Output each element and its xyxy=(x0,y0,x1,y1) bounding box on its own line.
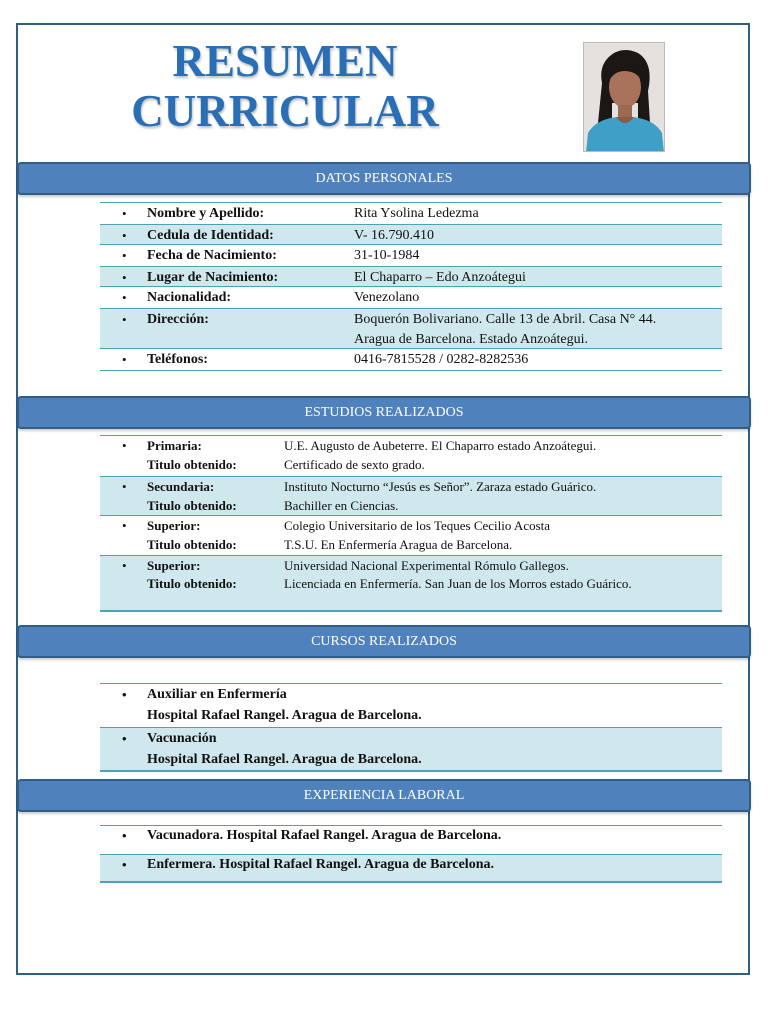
personal-row-nationality xyxy=(100,287,722,308)
course-place: Hospital Rafael Rangel. Aragua de Barcelona. xyxy=(147,752,422,767)
field-value: Venezolano xyxy=(354,290,420,305)
section-header-courses: CURSOS REALIZADOS xyxy=(17,625,751,658)
bullet: • xyxy=(122,248,127,263)
studies-table xyxy=(100,435,722,612)
field-value: Rita Ysolina Ledezma xyxy=(354,206,479,221)
study-institution: U.E. Augusto de Aubeterre. El Chaparro estado Anzoátegui. xyxy=(284,438,597,453)
field-label: Cedula de Identidad: xyxy=(147,228,274,243)
degree-value: Licenciada en Enfermería. San Juan de los Morros estado Guárico. xyxy=(284,576,632,591)
portrait-image xyxy=(584,43,665,152)
study-row-superior-2 xyxy=(100,555,722,611)
field-value: El Chaparro – Edo Anzoátegui xyxy=(354,270,526,285)
course-name: Vacunación xyxy=(147,731,217,746)
title-line-2: CURRICULAR xyxy=(131,86,439,136)
page-title xyxy=(115,36,455,136)
courses-table xyxy=(100,683,722,772)
degree-label: Titulo obtenido: xyxy=(147,498,237,513)
study-level-label: Primaria: xyxy=(147,438,202,453)
personal-row-birthplace xyxy=(100,266,722,287)
study-institution: Universidad Nacional Experimental Rómulo Gallegos. xyxy=(284,558,569,573)
bullet: • xyxy=(122,270,127,285)
personal-row-name xyxy=(100,203,722,224)
degree-label: Titulo obtenido: xyxy=(147,576,237,591)
bullet: • xyxy=(122,290,127,305)
degree-label: Titulo obtenido: xyxy=(147,537,237,552)
experience-text: Vacunadora. Hospital Rafael Rangel. Aragua de Barcelona. xyxy=(147,828,502,843)
personal-row-phones xyxy=(100,349,722,370)
field-label: Nacionalidad: xyxy=(147,290,232,305)
field-value-line-2: Aragua de Barcelona. Estado Anzoátegui. xyxy=(354,332,589,347)
study-level-label: Superior: xyxy=(147,518,201,533)
field-value: Boquerón Bolivariano. Calle 13 de Abril. Casa N° 44. xyxy=(354,312,657,327)
field-value: V- 16.790.410 xyxy=(354,228,434,243)
bullet: • xyxy=(122,206,127,221)
bullet: • xyxy=(122,857,127,872)
bullet: • xyxy=(122,687,127,702)
section-header-studies: ESTUDIOS REALIZADOS xyxy=(17,396,751,429)
field-value: 31-10-1984 xyxy=(354,248,420,263)
personal-data-table xyxy=(100,202,722,371)
field-label: Fecha de Nacimiento: xyxy=(147,248,277,263)
section-header-experience: EXPERIENCIA LABORAL xyxy=(17,779,751,812)
bullet: • xyxy=(122,731,127,746)
study-institution: Colegio Universitario de los Teques Cecilio Acosta xyxy=(284,518,551,533)
bullet: • xyxy=(122,438,127,453)
experience-table xyxy=(100,825,722,883)
study-row-superior-1 xyxy=(100,516,722,555)
study-level-label: Superior: xyxy=(147,558,201,573)
title-line-1: RESUMEN xyxy=(172,36,398,86)
degree-value: Certificado de sexto grado. xyxy=(284,457,425,472)
study-level-label: Secundaria: xyxy=(147,479,215,494)
course-item xyxy=(100,684,722,727)
bullet: • xyxy=(122,228,127,243)
study-row-secondary xyxy=(100,476,722,516)
experience-text: Enfermera. Hospital Rafael Rangel. Aragua de Barcelona. xyxy=(147,857,494,872)
bullet: • xyxy=(122,479,127,494)
course-name: Auxiliar en Enfermería xyxy=(147,687,287,702)
field-label: Teléfonos: xyxy=(147,352,208,367)
field-label: Lugar de Nacimiento: xyxy=(147,270,279,285)
section-header-personal: DATOS PERSONALES xyxy=(17,162,751,195)
personal-row-birthdate xyxy=(100,245,722,266)
degree-value: T.S.U. En Enfermería Aragua de Barcelona. xyxy=(284,537,513,552)
bullet: • xyxy=(122,312,127,327)
bullet: • xyxy=(122,828,127,843)
field-value: 0416-7815528 / 0282-8282536 xyxy=(354,352,529,367)
degree-value: Bachiller en Ciencias. xyxy=(284,498,399,513)
bullet: • xyxy=(122,352,127,367)
personal-row-address xyxy=(100,308,722,349)
study-row-primary xyxy=(100,436,722,476)
experience-item xyxy=(100,854,722,882)
field-label: Dirección: xyxy=(147,312,209,327)
bullet: • xyxy=(122,558,127,573)
study-institution: Instituto Nocturno “Jesús es Señor”. Zaraza estado Guárico. xyxy=(284,479,597,494)
bullet: • xyxy=(122,518,127,533)
course-place: Hospital Rafael Rangel. Aragua de Barcelona. xyxy=(147,708,422,723)
course-item xyxy=(100,727,722,771)
experience-item xyxy=(100,826,722,854)
profile-photo xyxy=(583,42,665,152)
field-label: Nombre y Apellido: xyxy=(147,206,265,221)
personal-row-id xyxy=(100,224,722,245)
degree-label: Titulo obtenido: xyxy=(147,457,237,472)
